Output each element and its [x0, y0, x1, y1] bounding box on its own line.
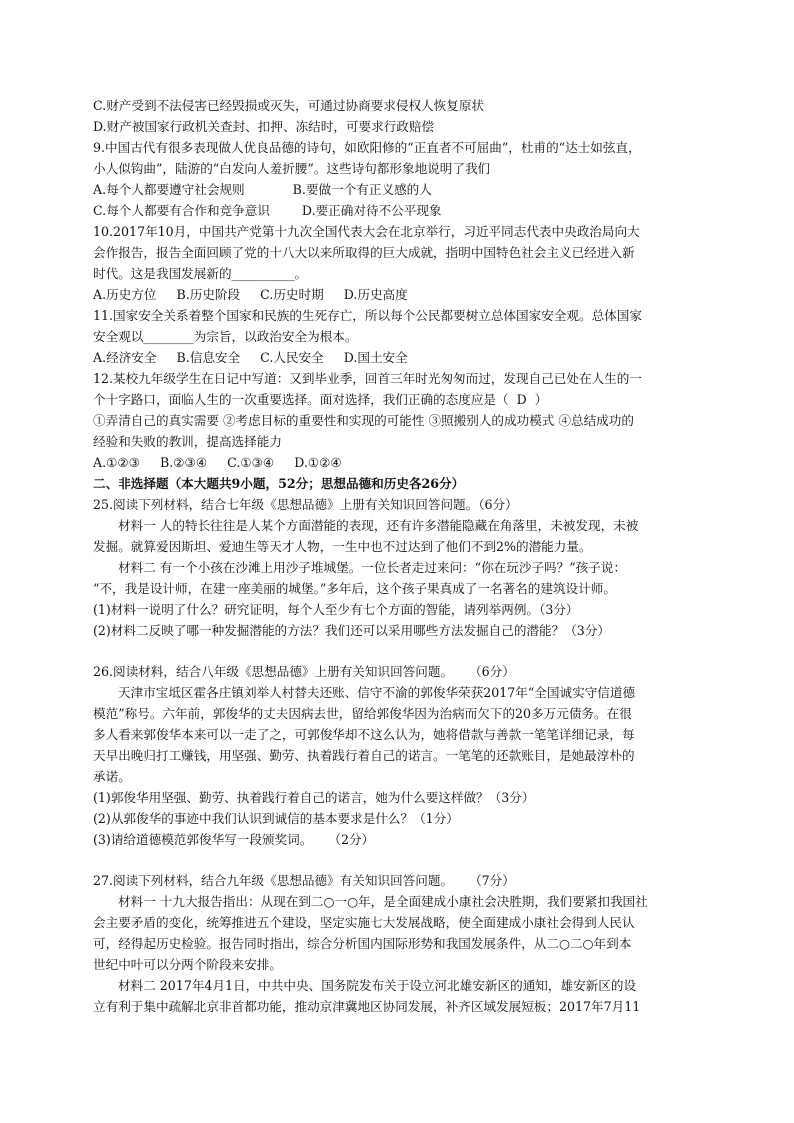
question-26-sub-1: (1)郭俊华用坚强、勤劳、执着践行着自己的诺言，她为什么要这样做？（3分）	[93, 790, 535, 805]
question-27-material-1-cont-1: 会主要矛盾的变化，统筹推进五个建设，坚定实施七大发展战略，使全面建成小康社会得到人民认	[93, 915, 635, 930]
question-9-options-ab: A.每个人都要遵守社会规则 B.要做一个有正义感的人	[93, 182, 432, 197]
question-10-stem-cont: 会作报告，报告全面回顾了党的十八大以来所取得的巨大成就，指明中国特色社会主义已经进入新	[93, 245, 635, 260]
question-12-stem: 12.某校九年级学生在日记中写道：又到毕业季，回首三年时光匆匆而过，发现自己已处在人生的一	[93, 371, 642, 386]
question-26-stem: 26.阅读材料，结合八年级《思想品德》上册有关知识回答问题。 （6分）	[93, 664, 515, 679]
question-12-items-cont: 经验和失败的教训，提高选择能力	[93, 434, 282, 449]
question-25-material-1-cont: 发掘。就算爱因斯坦、爱迪生等天才人物，一生中也不过达到了他们不到2%的潜能力量。	[93, 539, 592, 554]
question-26-material-cont-4: 承诺。	[93, 769, 131, 784]
question-27-material-2: 材料二 2017年4月1日，中共中央、国务院发布关于设立河北雄安新区的通知，雄安新区的设	[118, 978, 637, 993]
question-25-sub-1: (1)材料一说明了什么？研究证明，每个人至少有七个方面的智能，请列举两例。（3分）	[93, 602, 579, 617]
section-2-heading: 二、非选择题（本大题共9小题，52分；思想品德和历史各26分）	[93, 476, 465, 491]
question-26-material: 天津市宝坻区霍各庄镇刘举人村替夫还账、信守不渝的郭俊华荣获2017年“全国诚实守信道德	[118, 685, 636, 700]
question-10-stem-end: 时代。这是我国发展新的__________。	[93, 266, 308, 281]
option-c-property-restore: C.财产受到不法侵害已经毁损或灭失，可通过协商要求侵权人恢复原状	[93, 98, 485, 113]
question-10-options: A.历史方位 B.历史阶段 C.历史时期 D.历史高度	[93, 287, 408, 302]
question-26-material-cont-1: 模范”称号。六年前，郭俊华的丈夫因病去世，留给郭俊华因为治病而欠下的20多万元债务。在很	[93, 706, 632, 721]
question-11-stem-cont: 安全观以________为宗旨，以政治安全为根本。	[93, 329, 358, 344]
question-27-material-1-cont-2: 可，经得起历史检验。报告同时指出，综合分析国内国际形势和我国发展条件，从二○二○年到本	[93, 936, 632, 951]
question-10-stem: 10.2017年10月，中国共产党第十九次全国代表大会在北京举行，习近平同志代表中央政治局向大	[93, 224, 640, 239]
question-27-stem: 27.阅读下列材料，结合九年级《思想品德》有关知识回答问题。 （7分）	[93, 873, 515, 888]
question-27-material-1-cont-3: 世纪中叶可以分两个阶段来安排。	[93, 957, 282, 972]
question-12-options: A.①②③ B.②③④ C.①③④ D.①②④	[93, 455, 342, 470]
question-27-material-1: 材料一 十九大报告指出：从现在到二○一○年，是全面建成小康社会决胜期，我们要紧扣我国社	[118, 894, 648, 909]
question-26-material-cont-2: 多人看来郭俊华本来可以一走了之，可郭俊华却不这么认为，她将借款与善款一笔笔详细记录，每	[93, 727, 635, 742]
question-26-material-cont-3: 天早出晚归打工赚钱，用坚强、勤劳、执着践行着自己的诺言。一笔笔的还款账目，是她最淳朴的	[93, 748, 635, 763]
option-d-administrative-compensation: D.财产被国家行政机关查封、扣押、冻结时，可要求行政赔偿	[93, 119, 435, 134]
spacer	[93, 850, 702, 870]
question-11-stem: 11.国家安全关系着整个国家和民族的生死存亡，所以每个公民都要树立总体国家安全观。总体国家	[93, 308, 642, 323]
question-9-options-cd: C.每个人都要有合作和竞争意识 D.要正确对待不公平现象	[93, 203, 442, 218]
question-26-sub-2: (2)从郭俊华的事迹中我们认识到诚信的基本要求是什么？（1分）	[93, 811, 459, 826]
question-25-sub-2: (2)材料二反映了哪一种发掘潜能的方法？我们还可以采用哪些方法发掘自己的潜能？（3分）	[93, 623, 611, 638]
question-27-material-2-cont: 立有利于集中疏解北京非首都功能，推动京津冀地区协同发展，补齐区域发展短板；2017年7月11	[93, 999, 641, 1014]
question-26-sub-3: (3)请给道德模范郭俊华写一段颁奖词。 （2分）	[93, 832, 375, 847]
question-9-stem: 9.中国古代有很多表现做人优良品德的诗句，如欧阳修的“正直者不可屈曲”，杜甫的“达士如弦直，	[93, 140, 641, 155]
question-9-stem-cont: 小人似钩曲”，陆游的“白发向人羞折腰”。这些诗句都形象地说明了我们	[93, 161, 491, 176]
question-11-options: A.经济安全 B.信息安全 C.人民安全 D.国土安全	[93, 350, 408, 365]
page-content	[93, 95, 702, 1017]
question-12-stem-cont: 个十字路口，面临人生的一次重要选择。面对选择，我们正确的态度应是（ D ）	[93, 392, 548, 407]
spacer	[93, 641, 702, 661]
question-25-material-2-cont: “不，我是设计师，在建一座美丽的城堡。”多年后，这个孩子果真成了一名著名的建筑设计师。	[93, 581, 616, 596]
question-25-stem: 25.阅读下列材料，结合七年级《思想品德》上册有关知识回答问题。（6分）	[93, 497, 518, 512]
question-25-material-1: 材料一 人的特长往往是人某个方面潜能的表现，还有许多潜能隐藏在角落里，未被发现，未被	[118, 518, 639, 533]
question-25-material-2: 材料二 有一个小孩在沙滩上用沙子堆城堡。一位长者走过来问：“你在玩沙子吗？”孩子说：	[118, 560, 627, 575]
question-12-items: ①弄清自己的真实需要 ②考虑目标的重要性和实现的可能性 ③照搬别人的成功模式 ④总结成功的	[93, 413, 634, 428]
